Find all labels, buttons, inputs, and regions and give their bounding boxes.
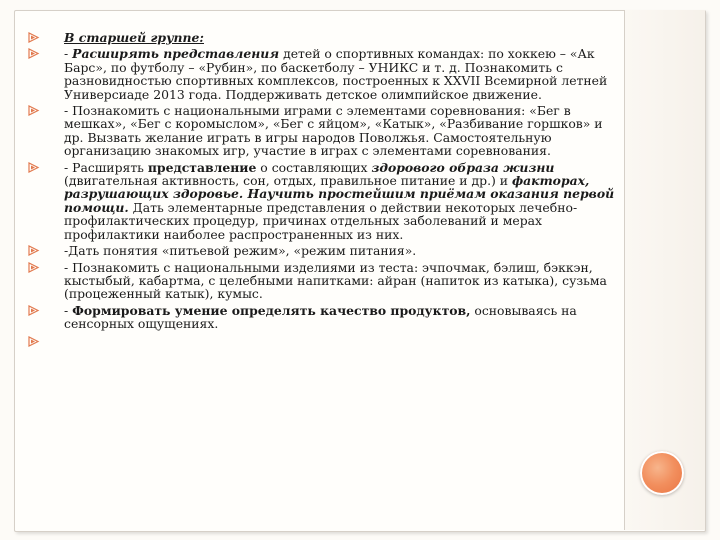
paragraph-text: основываясь на сенсорных ощущениях. <box>64 302 577 332</box>
list-item <box>28 104 620 158</box>
paragraph-text: о составляющих <box>256 159 372 175</box>
emphasis-text: факторах, разрушающих здоровье. Научить простейшим приёмам оказания первой помощи. <box>64 173 615 215</box>
bullet-icon <box>28 161 42 174</box>
list-item <box>28 161 620 241</box>
list-item <box>28 31 620 44</box>
paragraph-text: -Дать понятия «питьевой режим», «режим питания». <box>64 243 417 259</box>
bullet-icon <box>28 104 42 117</box>
paragraph-text: детей о спортивных командах: по хоккею – «Ак Барс», по футболу – «Рубин», по баскетболу – УНИКС и т. д. Познакомить с разновидностью спортивных комплексов, построенных к XXVII Всемирной летней Универсиаде 2013 года. Поддерживать детское олимпийское движение. <box>64 46 608 102</box>
bullet-icon <box>28 335 42 348</box>
emphasis-text: Формировать умение определять качество продуктов, <box>72 302 471 318</box>
dash: - <box>64 46 73 62</box>
bullet-icon <box>28 47 42 60</box>
emphasis-text: представление <box>147 159 257 175</box>
bullet-icon <box>28 31 42 44</box>
slide-body <box>28 31 620 349</box>
paragraph-text: Дать элементарные представления о действии некоторых лечебно-профилактических процедур, причинах отдельных заболеваний и мерах профилактики наиболее распространенных из них. <box>64 199 578 242</box>
orange-circle-decoration <box>640 451 684 495</box>
section-heading: В старшей группе: <box>64 30 204 45</box>
emphasis-text: здорового образа жизни <box>371 159 555 175</box>
bullet-icon <box>28 244 42 257</box>
dash: - <box>64 302 73 318</box>
list-item <box>28 244 620 257</box>
bullet-icon <box>28 261 42 274</box>
paragraph-text: - Расширять <box>64 159 148 175</box>
list-item-empty <box>28 335 620 349</box>
list-item <box>28 47 620 101</box>
paragraph-text: (двигательная активность, сон, отдых, правильное питание и др.) и <box>64 173 512 189</box>
bullet-icon <box>28 304 42 317</box>
paragraph-text: - Познакомить с национальными играми с элементами соревнования: «Бег в мешках», «Бег с коромыслом», «Бег с яйцом», «Катык», «Разбивание горшков» и др. Вызвать желание играть в игры народов Поволжья. Самостоятельную организацию знакомых игр, участие в играх с элементами соревнования. <box>64 103 603 159</box>
list-item <box>28 304 620 331</box>
list-item <box>28 261 620 301</box>
emphasis-text: Расширять представления <box>72 46 280 62</box>
paragraph-text: - Познакомить с национальными изделиями из теста: эчпочмак, бэлиш, бэккэн, кыстыбый, кабартма, с целебными напитками: айран (напиток из катыка), сузьма (процеженный катык), кумыс. <box>64 259 607 302</box>
